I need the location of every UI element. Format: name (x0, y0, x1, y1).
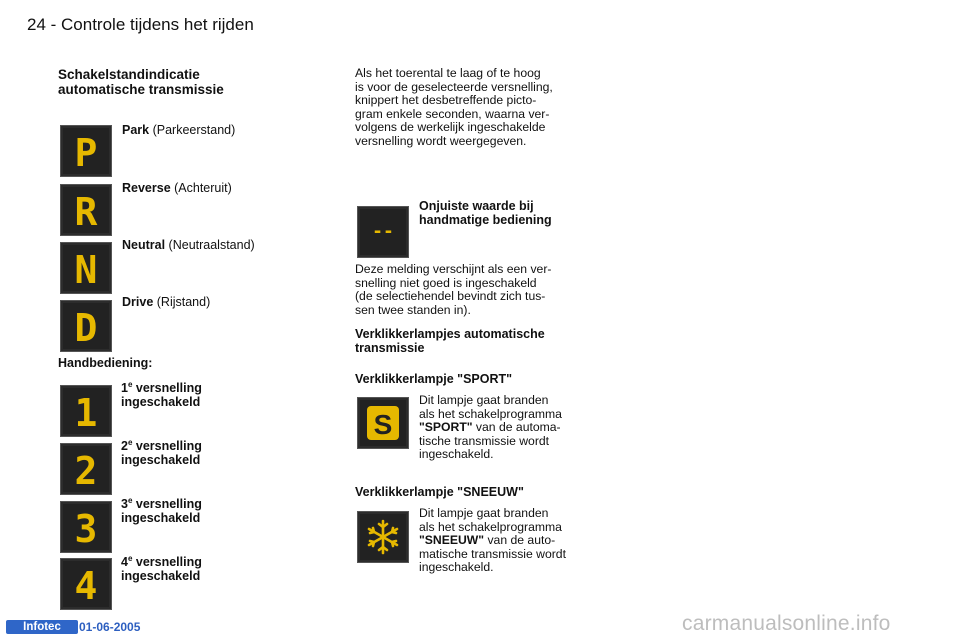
sport-lamp-icon (357, 397, 409, 449)
section-title (58, 67, 224, 97)
watermark: carmanualsonline.info (682, 612, 891, 635)
sport-heading: Verklikkerlampje "SPORT" (355, 372, 513, 386)
gear-4-label: 4e versnelling ingeschakeld (121, 554, 202, 583)
position-label-reverse: Reverse (Achteruit) (122, 181, 232, 195)
svg-text:3: 3 (74, 507, 98, 551)
position-label-park: Park (Parkeerstand) (122, 123, 236, 137)
svg-text:R: R (74, 190, 98, 234)
wrong-value-paragraph: Deze melding verschijnt als een ver- snelling niet goed is ingeschakeld (de selectiehendel bevindt zich tus- sen twee standen in). (355, 262, 552, 317)
lamps-heading: Verklikkerlampjes automatische transmissie (355, 327, 545, 355)
svg-text:--: -- (372, 221, 394, 242)
gear-3-label: 3e versnelling ingeschakeld (121, 496, 202, 525)
svg-text:N: N (74, 248, 98, 292)
snowflake-lamp-icon (357, 511, 409, 563)
infotec-logo: Infotec (6, 620, 78, 634)
park-indicator-icon (60, 125, 112, 177)
gear-4-indicator-icon (60, 558, 112, 610)
gear-2-label: 2e versnelling ingeschakeld (121, 438, 202, 467)
page-title: 24 - Controle tijdens het rijden (27, 15, 254, 34)
svg-text:2: 2 (74, 449, 98, 493)
wrong-value-indicator-icon (357, 206, 409, 258)
drive-indicator-icon (60, 300, 112, 352)
gear-1-indicator-icon (60, 385, 112, 437)
svg-text:D: D (74, 306, 98, 350)
snow-heading: Verklikkerlampje "SNEEUW" (355, 485, 524, 499)
section-title-line2: automatische transmissie (58, 82, 224, 97)
section-title-line1: Schakelstandindicatie (58, 67, 200, 82)
svg-text:S: S (373, 409, 393, 440)
gear-2-indicator-icon (60, 443, 112, 495)
wrong-value-title: Onjuiste waarde bij handmatige bediening (419, 199, 552, 227)
svg-text:1: 1 (74, 391, 98, 435)
gear-1-label: 1e versnelling ingeschakeld (121, 380, 202, 409)
intro-paragraph: Als het toerental te laag of te hoog is voor de geselecteerde versnelling, knippert het desbetreffende picto- gram enkele seconden, waarna ver- volgens de werkelijk ingeschakelde versnelling wordt weergegeven. (355, 66, 553, 148)
sport-paragraph: Dit lampje gaat branden als het schakelprogramma "SPORT" van de automa- tische transmissie wordt ingeschakeld. (419, 393, 562, 462)
manual-heading: Handbediening: (58, 356, 153, 370)
svg-text:P: P (74, 131, 98, 175)
snow-paragraph: Dit lampje gaat branden als het schakelprogramma "SNEEUW" van de auto- matische transmissie wordt ingeschakeld. (419, 506, 566, 575)
svg-text:4: 4 (74, 564, 98, 608)
neutral-indicator-icon (60, 242, 112, 294)
gear-3-indicator-icon (60, 501, 112, 553)
position-label-neutral: Neutral (Neutraalstand) (122, 238, 255, 252)
position-label-drive: Drive (Rijstand) (122, 295, 211, 309)
footer-date: 01-06-2005 (79, 620, 141, 634)
reverse-indicator-icon (60, 184, 112, 236)
